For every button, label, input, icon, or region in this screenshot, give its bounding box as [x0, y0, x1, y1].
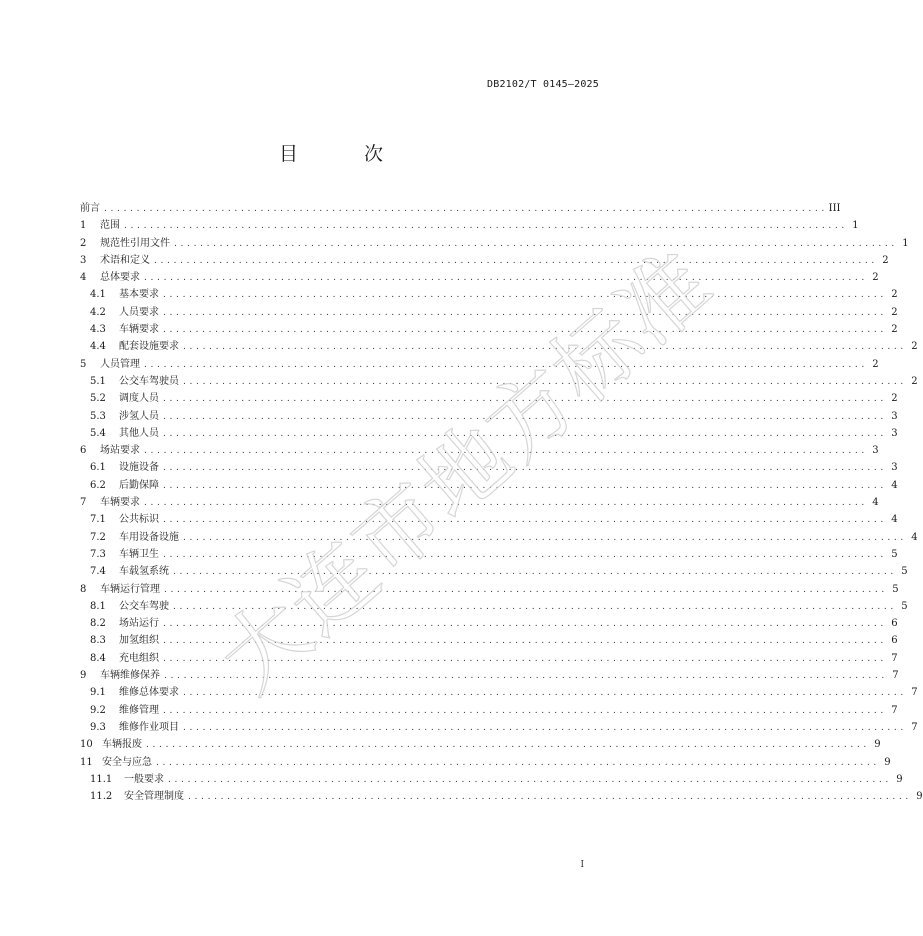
toc-leader-dots	[183, 720, 904, 737]
toc-entry[interactable]	[80, 252, 889, 269]
toc-entry-page: 3	[891, 410, 898, 422]
toc-entry-number: 4.2	[90, 306, 106, 318]
toc-entry-title: 维修管理	[119, 704, 159, 716]
toc-entry[interactable]	[80, 235, 909, 252]
toc-entry-number: 7.3	[90, 548, 106, 560]
toc-leader-dots	[163, 703, 884, 720]
toc-entry-page: 4	[891, 514, 898, 526]
toc-entry-number: 4.3	[90, 324, 106, 336]
toc-leader-dots	[144, 495, 865, 512]
toc-entry-number: 7.4	[90, 566, 106, 578]
toc-entry-page: 7	[911, 687, 918, 699]
toc-entry[interactable]	[80, 425, 898, 442]
toc-entry[interactable]	[80, 511, 898, 528]
toc-entry[interactable]	[80, 684, 918, 701]
toc-leader-dots	[174, 236, 895, 253]
toc-leader-dots	[163, 460, 884, 477]
toc-entry-title: 公共标识	[119, 514, 159, 526]
toc-leader-dots	[173, 599, 894, 616]
toc-entry[interactable]	[80, 200, 841, 217]
toc-entry-number: 8.1	[90, 600, 106, 612]
toc-entry-title: 调度人员	[119, 393, 159, 405]
toc-leader-dots	[163, 512, 884, 529]
toc-entry-page: 2	[882, 254, 889, 266]
toc-entry-number: 7.1	[90, 514, 106, 526]
toc-entry-title: 充电组织	[119, 652, 159, 664]
toc-entry-page: 2	[891, 393, 898, 405]
toc-entry-title: 规范性引用文件	[100, 237, 170, 249]
toc-entry[interactable]	[80, 736, 881, 753]
toc-leader-dots	[163, 391, 884, 408]
toc-entry[interactable]	[80, 459, 898, 476]
toc-entry[interactable]	[80, 546, 898, 563]
toc-entry-title: 车辆维修保养	[100, 670, 160, 682]
toc-entry-page: 3	[891, 427, 898, 439]
toc-entry[interactable]	[80, 442, 879, 459]
toc-leader-dots	[173, 564, 894, 581]
toc-entry[interactable]	[80, 408, 898, 425]
toc-leader-dots	[183, 685, 904, 702]
toc-entry[interactable]	[80, 494, 879, 511]
toc-entry[interactable]	[80, 771, 903, 788]
toc-entry-title: 人员管理	[100, 358, 140, 370]
toc-entry-page: 2	[872, 272, 879, 284]
toc-entry-number: 10	[80, 739, 93, 751]
page-number: I	[580, 860, 584, 870]
toc-entry-page: 6	[891, 618, 898, 630]
toc-entry-page: 3	[872, 445, 879, 457]
toc-entry-title: 涉氢人员	[119, 410, 159, 422]
toc-leader-dots	[183, 530, 904, 547]
toc-entry-page: 4	[911, 531, 918, 543]
toc-leader-dots	[163, 478, 884, 495]
toc-entry-number: 1	[80, 220, 87, 232]
toc-entry-title: 总体要求	[100, 272, 140, 284]
toc-leader-dots	[154, 253, 875, 270]
toc-leader-dots	[163, 633, 884, 650]
toc-entry-page: 9	[884, 756, 891, 768]
toc-entry[interactable]	[80, 632, 898, 649]
toc-entry-title: 术语和定义	[100, 254, 150, 266]
toc-entry-number: 11.1	[90, 773, 113, 785]
toc-entry-title: 场站要求	[100, 445, 140, 457]
toc-leader-dots	[163, 305, 884, 322]
toc-entry-title: 设施设备	[119, 462, 159, 474]
toc-entry-page: 2	[872, 358, 879, 370]
toc-entry-number: 9	[80, 670, 87, 682]
toc-entry-page: 9	[916, 791, 923, 803]
toc-entry-page: 3	[891, 462, 898, 474]
toc-entry[interactable]	[80, 269, 879, 286]
toc-entry-number: 8.2	[90, 618, 106, 630]
table-of-contents	[80, 200, 923, 805]
toc-entry-page: 1	[852, 220, 859, 232]
toc-entry-page: 5	[901, 566, 908, 578]
toc-entry-page: 4	[872, 497, 879, 509]
toc-entry-number: 9.1	[90, 687, 106, 699]
toc-entry-title: 维修作业项目	[119, 721, 179, 733]
toc-entry[interactable]	[80, 356, 879, 373]
toc-entry-title: 人员要求	[119, 306, 159, 318]
toc-entry-title: 其他人员	[119, 427, 159, 439]
toc-leader-dots	[156, 755, 877, 772]
toc-leader-dots	[104, 201, 825, 218]
toc-leader-dots	[163, 409, 884, 426]
toc-entry-number: 4.4	[90, 341, 106, 353]
toc-entry-number: 6	[80, 445, 87, 457]
toc-entry-page: 5	[892, 583, 899, 595]
toc-entry-page: 2	[891, 306, 898, 318]
toc-leader-dots	[168, 772, 889, 789]
toc-entry-title: 公交车驾驶	[119, 600, 169, 612]
toc-leader-dots	[144, 443, 865, 460]
toc-leader-dots	[144, 357, 865, 374]
toc-entry[interactable]	[80, 304, 898, 321]
toc-leader-dots	[163, 322, 884, 339]
toc-leader-dots	[163, 426, 884, 443]
toc-entry-title: 车辆运行管理	[100, 583, 160, 595]
toc-entry[interactable]	[80, 667, 899, 684]
toc-entry-page: 7	[891, 652, 898, 664]
toc-leader-dots	[163, 287, 884, 304]
toc-leader-dots	[163, 616, 884, 633]
toc-entry-page: 2	[911, 341, 918, 353]
toc-entry-number: 9.2	[90, 704, 106, 716]
toc-entry[interactable]	[80, 581, 899, 598]
toc-entry-number: 2	[80, 237, 87, 249]
toc-entry-page: 5	[891, 548, 898, 560]
toc-leader-dots	[183, 339, 904, 356]
toc-entry[interactable]	[80, 788, 923, 805]
toc-entry-page: III	[828, 203, 841, 214]
toc-entry[interactable]	[80, 563, 908, 580]
toc-entry-title: 前言	[80, 203, 100, 214]
toc-entry-number: 6.1	[90, 462, 106, 474]
toc-entry-number: 6.2	[90, 479, 106, 491]
toc-entry-title: 基本要求	[119, 289, 159, 301]
toc-entry[interactable]	[80, 529, 918, 546]
toc-entry-page: 2	[891, 289, 898, 301]
toc-entry[interactable]	[80, 321, 898, 338]
toc-leader-dots	[164, 582, 885, 599]
toc-entry-title: 安全管理制度	[124, 791, 184, 803]
toc-entry-number: 8.4	[90, 652, 106, 664]
toc-leader-dots	[146, 737, 867, 754]
toc-entry-page: 5	[901, 600, 908, 612]
toc-entry-title: 场站运行	[119, 618, 159, 630]
toc-entry-page: 7	[892, 670, 899, 682]
document-code: DB2102/T 0145—2025	[487, 79, 599, 90]
toc-entry[interactable]	[80, 650, 898, 667]
toc-leader-dots	[188, 789, 909, 806]
toc-entry-number: 4.1	[90, 289, 106, 301]
toc-entry-title: 一般要求	[124, 773, 164, 785]
toc-entry-page: 1	[902, 237, 909, 249]
toc-leader-dots	[164, 668, 885, 685]
toc-leader-dots	[183, 374, 904, 391]
toc-entry[interactable]	[80, 217, 859, 234]
toc-entry[interactable]	[80, 702, 898, 719]
toc-entry-number: 8.3	[90, 635, 106, 647]
watermark: 大连市地方标准	[200, 231, 732, 712]
toc-entry-title: 车用设备设施	[119, 531, 179, 543]
toc-entry-title: 车辆报废	[102, 739, 142, 751]
toc-entry[interactable]	[80, 390, 898, 407]
toc-entry-number: 5.3	[90, 410, 106, 422]
toc-entry-number: 5	[80, 358, 87, 370]
toc-entry-title: 车辆要求	[100, 497, 140, 509]
toc-entry-number: 3	[80, 254, 87, 266]
toc-entry[interactable]	[80, 338, 918, 355]
toc-entry-title: 加氢组织	[119, 635, 159, 647]
toc-entry-page: 2	[911, 375, 918, 387]
toc-entry-number: 11.2	[90, 791, 113, 803]
toc-entry-title: 公交车驾驶员	[119, 375, 179, 387]
toc-entry-title: 车辆要求	[119, 324, 159, 336]
toc-entry[interactable]	[80, 719, 918, 736]
toc-entry-title: 配套设施要求	[119, 341, 179, 353]
toc-entry[interactable]	[80, 598, 908, 615]
toc-leader-dots	[163, 651, 884, 668]
toc-entry-page: 7	[891, 704, 898, 716]
toc-entry-number: 8	[80, 583, 87, 595]
toc-entry-page: 4	[891, 479, 898, 491]
toc-entry-number: 11	[80, 756, 93, 768]
toc-entry-page: 9	[874, 739, 881, 751]
toc-entry-number: 5.1	[90, 375, 106, 387]
toc-entry[interactable]	[80, 754, 891, 771]
toc-entry-number: 7.2	[90, 531, 106, 543]
toc-entry-page: 6	[891, 635, 898, 647]
toc-leader-dots	[163, 547, 884, 564]
toc-entry-number: 5.4	[90, 427, 106, 439]
toc-entry-number: 9.3	[90, 721, 106, 733]
toc-entry-title: 车辆卫生	[119, 548, 159, 560]
toc-entry[interactable]	[80, 286, 898, 303]
toc-entry[interactable]	[80, 477, 898, 494]
toc-entry-number: 7	[80, 497, 87, 509]
toc-entry[interactable]	[80, 373, 918, 390]
toc-entry-number: 5.2	[90, 393, 106, 405]
toc-leader-dots	[144, 270, 865, 287]
toc-entry-page: 9	[896, 773, 903, 785]
page-title: 目 次	[278, 143, 414, 165]
toc-entry-title: 车载氢系统	[119, 566, 169, 578]
toc-entry-page: 2	[891, 324, 898, 336]
toc-entry-title: 安全与应急	[102, 756, 152, 768]
toc-entry-number: 4	[80, 272, 87, 284]
toc-entry-title: 范围	[100, 220, 120, 232]
toc-entry-page: 7	[911, 721, 918, 733]
toc-leader-dots	[124, 218, 845, 235]
toc-entry-title: 维修总体要求	[119, 687, 179, 699]
toc-entry[interactable]	[80, 615, 898, 632]
toc-entry-title: 后勤保障	[119, 479, 159, 491]
